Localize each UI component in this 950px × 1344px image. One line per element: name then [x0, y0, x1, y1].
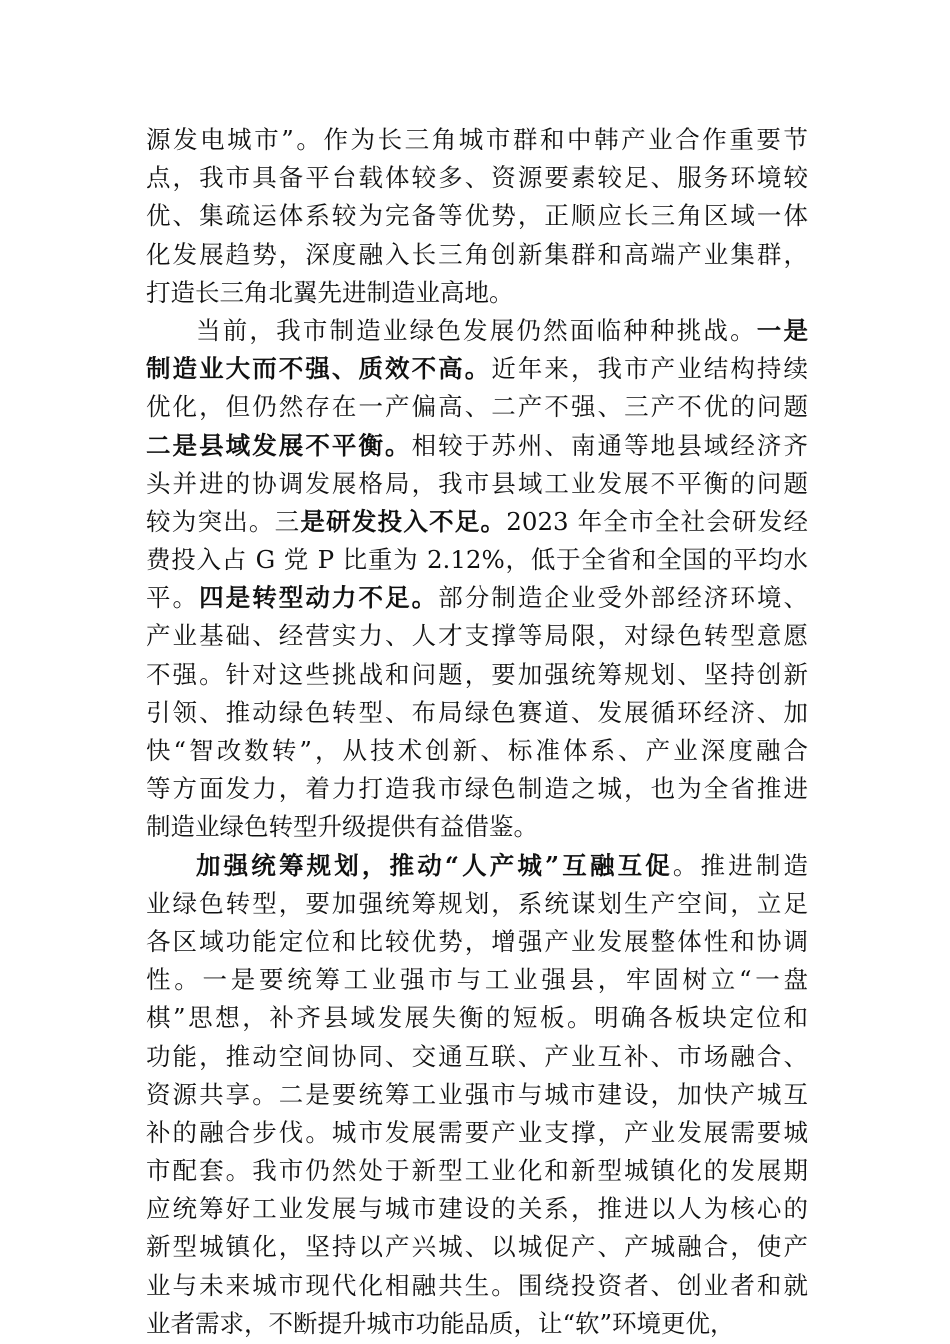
text-run: 引领、推动绿色转型、布局绿色赛道、发展循环经济、加 [146, 697, 808, 727]
text-run: 业绿色转型，要加强统筹规划，系统谋划生产空间，立足 [146, 888, 808, 918]
text-run: 业与未来城市现代化相融共生。围绕投资者、创业者和就 [146, 1270, 808, 1300]
paragraph-3-line-12 [146, 1267, 808, 1305]
text-run: 。推进制造 [672, 850, 808, 880]
paragraph-3-line-13 [146, 1305, 808, 1343]
paragraph-2-line-10 [146, 656, 808, 694]
paragraph-2-line-6 [146, 503, 808, 541]
paragraph-3-line-8 [146, 1114, 808, 1152]
text-run: 各区域功能定位和比较优势，增强产业发展整体性和协调 [146, 926, 808, 956]
text-run: 制造业绿色转型升级提供有益借鉴。 [146, 812, 538, 842]
bold-text-run: 加强统筹规划，推动“人产城”互融互促 [196, 850, 673, 880]
bold-text-run: 四是转型动力不足。 [199, 583, 439, 613]
text-run: 化发展趋势，深度融入长三角创新集群和高端产业集群， [146, 239, 808, 269]
bold-text-run: 制造业大而不强、质效不高。 [146, 354, 492, 384]
paragraph-3-line-6 [146, 1038, 808, 1076]
paragraph-3-line-7 [146, 1076, 808, 1114]
text-run: 产业基础、经营实力、人才支撑等局限，对绿色转型意愿 [146, 621, 808, 651]
text-run: 功能，推动空间协同、交通互联、产业互补、市场融合、 [146, 1041, 808, 1071]
paragraph-2-line-3 [146, 388, 808, 426]
paragraph-2-line-5 [146, 465, 808, 503]
text-run: 源发电城市”。作为长三角城市群和中韩产业合作重要节 [146, 125, 808, 154]
paragraph-2-line-8 [146, 579, 808, 617]
text-run: 不强。针对这些挑战和问题，要加强统筹规划、坚持创新 [146, 659, 808, 689]
text-run: 性。一是要统筹工业强市与工业强县，牢固树立“一盘 [146, 965, 808, 995]
text-run: 部分制造企业受外部经济环境、 [438, 583, 808, 613]
paragraph-2-line-7 [146, 541, 808, 579]
text-run: 较为突出。三 [146, 506, 301, 536]
bold-text-run: 一是 [756, 315, 808, 345]
paragraph-3-line-10 [146, 1190, 808, 1228]
paragraph-1-line-2 [146, 159, 808, 197]
paragraph-3-line-2 [146, 885, 808, 923]
paragraph-2-line-9 [146, 617, 808, 655]
paragraph-3-line-9 [146, 1152, 808, 1190]
text-run: 打造长三角北翼先进制造业高地。 [146, 277, 514, 307]
paragraph-1-line-1 [146, 121, 808, 159]
paragraph-3-line-1 [146, 847, 808, 885]
text-run: 优化，但仍然存在一产偏高、二产不强、三产不优的问题 [146, 392, 808, 422]
text-run: 补的融合步伐。城市发展需要产业支撑，产业发展需要城 [146, 1117, 808, 1147]
paragraph-1-line-3 [146, 197, 808, 235]
paragraph-2-line-2 [146, 350, 808, 388]
paragraph-2-line-11 [146, 694, 808, 732]
text-run: 新型城镇化，坚持以产兴城、以城促产、产城融合，使产 [146, 1232, 808, 1262]
document-body [146, 121, 808, 1343]
text-run: 优、集疏运体系较为完备等优势，正顺应长三角区域一体 [146, 201, 808, 231]
paragraph-3-line-5 [146, 999, 808, 1037]
text-run: 当前，我市制造业绿色发展仍然面临种种挑战。 [196, 315, 757, 345]
text-run: 快“智改数转”，从技术创新、标准体系、产业深度融合 [146, 736, 808, 765]
paragraph-2-line-13 [146, 770, 808, 808]
text-run: 资源共享。二是要统筹工业强市与城市建设，加快产城互 [146, 1079, 808, 1109]
bold-text-run: 是研发投入不足。 [300, 506, 507, 536]
paragraph-3-line-11 [146, 1228, 808, 1266]
text-run: 头并进的协调发展格局，我市县域工业发展不平衡的问题 [146, 468, 808, 498]
paragraph-3-line-3 [146, 923, 808, 961]
paragraph-1-line-5 [146, 274, 808, 312]
paragraph-2-line-1 [146, 312, 808, 350]
text-run: 点，我市具备平台载体较多、资源要素较足、服务环境较 [146, 163, 808, 193]
text-run: 费投入占 G 党 P 比重为 2.12%，低于全省和全国的平均水 [146, 545, 808, 575]
text-run: 等方面发力，着力打造我市绿色制造之城，也为全省推进 [146, 774, 808, 804]
paragraph-2-line-14 [146, 808, 808, 846]
bold-text-run: 二是县域发展不平衡。 [146, 430, 412, 460]
text-run: 棋”思想，补齐县域发展失衡的短板。明确各板块定位和 [146, 1003, 808, 1033]
text-run: 平。 [146, 583, 200, 613]
text-run: 应统筹好工业发展与城市建设的关系，推进以人为核心的 [146, 1194, 808, 1224]
text-run: 市配套。我市仍然处于新型工业化和新型城镇化的发展期 [146, 1156, 808, 1186]
text-run: 2023 年全市全社会研发经 [506, 506, 808, 536]
paragraph-3-line-4 [146, 961, 808, 999]
text-run: 相较于苏州、南通等地县域经济齐 [411, 430, 808, 460]
paragraph-2-line-12 [146, 732, 808, 770]
paragraph-2-line-4 [146, 427, 808, 465]
paragraph-1-line-4 [146, 236, 808, 274]
text-run: 近年来，我市产业结构持续 [491, 354, 808, 384]
text-run: 业者需求，不断提升城市功能品质，让“软”环境更优， [146, 1308, 735, 1338]
